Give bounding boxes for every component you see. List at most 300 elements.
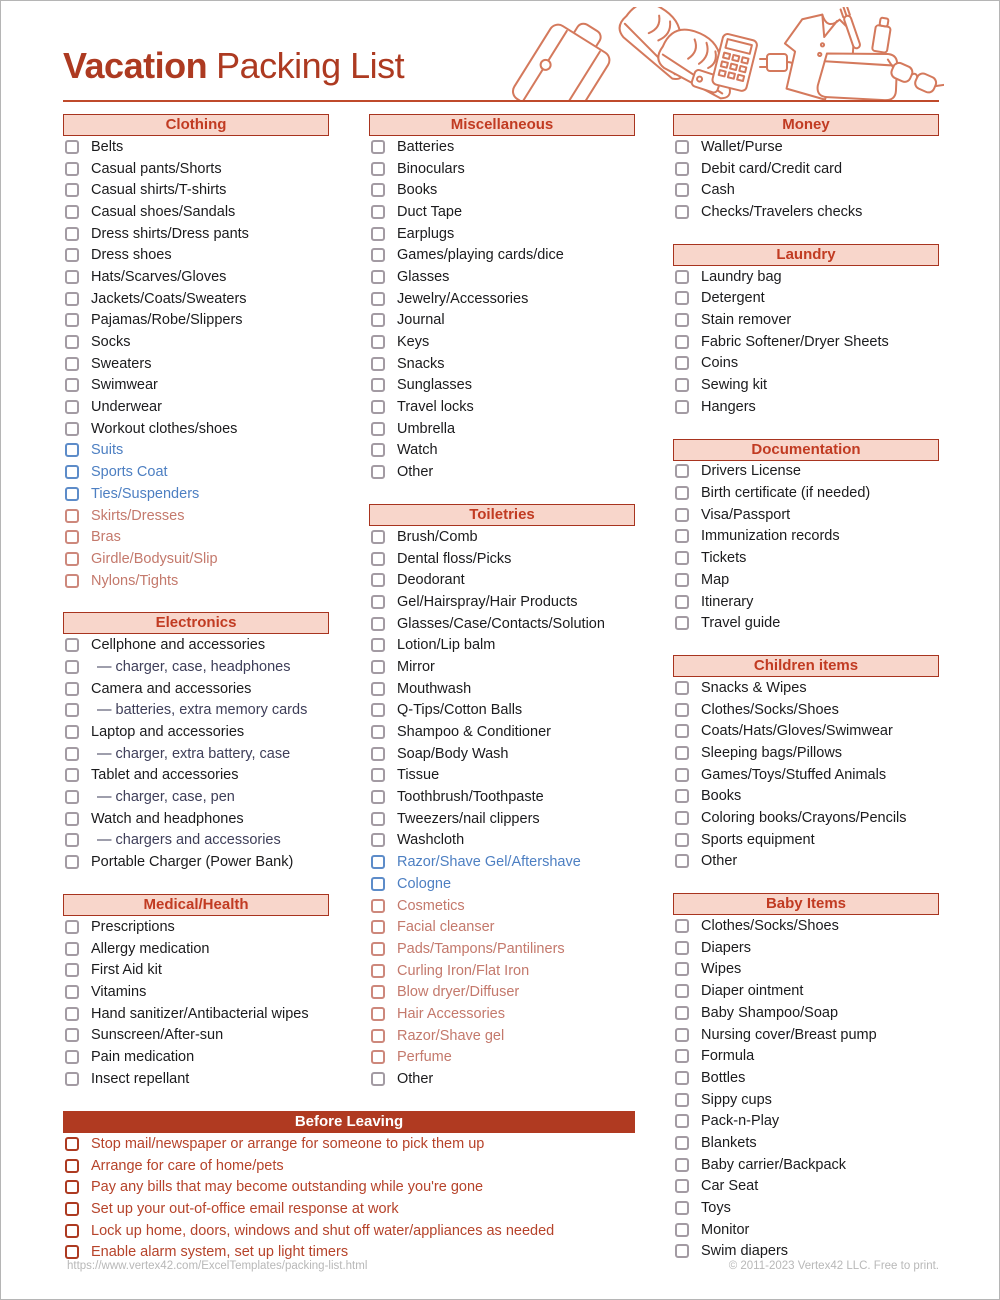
item-label: Drivers License [701,463,801,480]
checkbox[interactable] [371,335,385,349]
checklist-item [63,634,329,656]
checkbox[interactable] [65,227,79,241]
item-label: Other [397,464,434,481]
section-miscellaneous [369,114,635,483]
checkbox[interactable] [371,552,385,566]
checkbox[interactable] [65,335,79,349]
checkbox[interactable] [65,205,79,219]
checkbox[interactable] [65,920,79,934]
checklist-item [673,915,939,937]
item-label: Batteries [397,138,455,155]
checkbox[interactable] [65,357,79,371]
item-label: Belts [91,138,124,155]
checkbox[interactable] [675,162,689,176]
checkbox[interactable] [675,703,689,717]
item-label: Brush/Comb [397,528,478,545]
checkbox[interactable] [65,422,79,436]
item-label: Watch and headphones [91,810,244,827]
item-label: Underwear [91,399,162,416]
checkbox[interactable] [675,724,689,738]
checkbox[interactable] [675,356,689,370]
checkbox[interactable] [371,703,385,717]
checkbox[interactable] [65,574,79,588]
item-label: Sunscreen/After-sun [91,1027,224,1044]
checklist-item [63,916,329,938]
item-label: Laundry bag [701,268,782,285]
checklist-item [63,678,329,700]
checkbox[interactable] [371,292,385,306]
checklist-item [369,938,635,960]
checkbox[interactable] [371,920,385,934]
checkbox[interactable] [65,1180,79,1194]
checkbox[interactable] [371,1029,385,1043]
checklist-item [369,634,635,656]
checklist-item [673,1067,939,1089]
item-label: Games/Toys/Stuffed Animals [701,766,887,783]
checkbox[interactable] [675,335,689,349]
checklist-item [369,461,635,483]
checkbox[interactable] [675,508,689,522]
item-label: Pay any bills that may become outstanding while you're gone [91,1179,484,1196]
item-label: Casual shoes/Sandals [91,203,236,220]
checkbox[interactable] [675,746,689,760]
checkbox[interactable] [65,1007,79,1021]
checklist-item [63,223,329,245]
item-label: First Aid kit [91,962,162,979]
checklist-item [673,266,939,288]
checklist-item [673,959,939,981]
checklist-item [369,721,635,743]
item-label: Cosmetics [397,897,465,914]
item-label: Curling Iron/Flat Iron [397,962,530,979]
checklist-item [673,612,939,634]
section-header-money: Money [673,114,939,136]
item-label: Nursing cover/Breast pump [701,1026,877,1043]
item-label: Other [397,1071,434,1088]
checkbox[interactable] [371,617,385,631]
checklist-item [369,375,635,397]
item-label: Suits [91,442,124,459]
checklist-item [369,526,635,548]
checkbox[interactable] [675,811,689,825]
checkbox[interactable] [371,638,385,652]
travel-items-illustration [504,7,944,101]
checkbox[interactable] [371,833,385,847]
checkbox[interactable] [65,1072,79,1086]
item-label: — charger, case, headphones [97,658,291,675]
checklist-item [673,1219,939,1241]
checkbox[interactable] [675,529,689,543]
item-label: Snacks & Wipes [701,679,807,696]
checkbox[interactable] [371,855,385,869]
checkbox[interactable] [371,877,385,891]
checkbox[interactable] [65,140,79,154]
checkbox[interactable] [675,291,689,305]
checkbox[interactable] [371,400,385,414]
checkbox[interactable] [65,1028,79,1042]
checkbox[interactable] [65,660,79,674]
checklist-item [673,179,939,201]
checkbox[interactable] [65,855,79,869]
checklist-item [673,1002,939,1024]
checklist-item [369,244,635,266]
checklist-item [369,179,635,201]
checkbox[interactable] [371,725,385,739]
checklist-item [673,742,939,764]
checkbox[interactable] [371,205,385,219]
section-header-electronics: Electronics [63,612,329,634]
checkbox[interactable] [675,1201,689,1215]
checkbox[interactable] [65,552,79,566]
checklist-item [369,1025,635,1047]
checkbox[interactable] [65,1245,79,1259]
checklist-item [63,743,329,765]
checklist-item [63,1046,329,1068]
item-label: Car Seat [701,1178,759,1195]
checkbox[interactable] [675,768,689,782]
checkbox[interactable] [675,789,689,803]
checkbox[interactable] [65,509,79,523]
checklist-item [63,158,329,180]
item-label: Sippy cups [701,1091,772,1108]
checkbox[interactable] [65,703,79,717]
checkbox[interactable] [371,964,385,978]
checkbox[interactable] [65,1137,79,1151]
checkbox[interactable] [65,292,79,306]
checkbox[interactable] [371,183,385,197]
checklist-item [369,960,635,982]
item-label: Monitor [701,1221,750,1238]
checklist-item [673,396,939,418]
checklist-item [63,310,329,332]
checkbox[interactable] [65,313,79,327]
checklist-item [63,1220,635,1242]
item-label: Glasses/Case/Contacts/Solution [397,615,605,632]
item-label: Shampoo & Conditioner [397,724,551,741]
item-label: Enable alarm system, set up light timers [91,1244,349,1261]
checkbox[interactable] [675,573,689,587]
item-label: Itinerary [701,593,754,610]
checkbox[interactable] [371,985,385,999]
footer-url: https://www.vertex42.com/ExcelTemplates/packing-list.html [67,1260,368,1272]
checkbox[interactable] [675,1028,689,1042]
checklist-item [369,418,635,440]
checklist-item [369,223,635,245]
checkbox[interactable] [65,638,79,652]
checklist-item [63,1068,329,1090]
checkbox[interactable] [65,378,79,392]
checkbox[interactable] [675,1114,689,1128]
checklist-item [369,830,635,852]
item-label: Mirror [397,658,435,675]
checkbox[interactable] [371,1050,385,1064]
checkbox[interactable] [65,1050,79,1064]
section-header-documentation: Documentation [673,439,939,461]
checkbox[interactable] [675,400,689,414]
checkbox[interactable] [65,487,79,501]
checkbox[interactable] [371,660,385,674]
item-label: Toys [701,1200,731,1217]
checkbox[interactable] [65,682,79,696]
checkbox[interactable] [675,962,689,976]
checklist-item [369,136,635,158]
checkbox[interactable] [675,1006,689,1020]
item-label: Hangers [701,398,756,415]
item-label: Sewing kit [701,377,768,394]
checkbox[interactable] [675,140,689,154]
checkbox[interactable] [675,681,689,695]
checkbox[interactable] [675,1179,689,1193]
checklist-item [369,743,635,765]
checkbox[interactable] [65,747,79,761]
section-header-toiletries: Toiletries [369,504,635,526]
item-label: Blow dryer/Diffuser [397,984,520,1001]
checkbox[interactable] [675,378,689,392]
item-label: Hand sanitizer/Antibacterial wipes [91,1005,309,1022]
column-left [63,114,329,1090]
checkbox[interactable] [371,313,385,327]
page-title-rest: Packing List [216,45,405,86]
checklist-item [63,700,329,722]
checklist-item [63,981,329,1003]
checkbox[interactable] [65,162,79,176]
checklist-item [369,613,635,635]
checkbox[interactable] [675,551,689,565]
checklist-item [673,1110,939,1132]
item-label: Checks/Travelers checks [701,203,863,220]
checkbox[interactable] [675,616,689,630]
checkbox[interactable] [371,227,385,241]
checkbox[interactable] [371,378,385,392]
checkbox[interactable] [371,443,385,457]
item-label: Hair Accessories [397,1005,505,1022]
checklist-item [673,504,939,526]
checklist-item [673,851,939,873]
item-label: Bottles [701,1069,746,1086]
checklist-item [63,786,329,808]
checkbox[interactable] [675,941,689,955]
item-label: Tweezers/nail clippers [397,810,540,827]
checklist-item [369,808,635,830]
section-header-miscellaneous: Miscellaneous [369,114,635,136]
checkbox[interactable] [371,1072,385,1086]
checkbox[interactable] [371,595,385,609]
checklist-item [63,656,329,678]
item-label: Books [701,788,742,805]
checkbox[interactable] [675,1136,689,1150]
item-label: — charger, extra battery, case [97,745,291,762]
checklist-item [673,1045,939,1067]
header-divider [63,100,939,102]
checkbox[interactable] [65,768,79,782]
checklist-item [369,851,635,873]
checkbox[interactable] [65,812,79,826]
checklist-item [369,353,635,375]
checklist-item [63,765,329,787]
item-label: Gel/Hairspray/Hair Products [397,593,578,610]
checkbox[interactable] [675,595,689,609]
checkbox[interactable] [675,1158,689,1172]
checkbox[interactable] [675,1223,689,1237]
checkbox[interactable] [65,465,79,479]
checkbox[interactable] [371,357,385,371]
checklist-item [673,699,939,721]
checklist-item [673,547,939,569]
item-label: Debit card/Credit card [701,160,843,177]
checkbox[interactable] [675,833,689,847]
checkbox[interactable] [65,270,79,284]
checklist-item [673,461,939,483]
checkbox[interactable] [65,443,79,457]
checkbox[interactable] [371,790,385,804]
checklist-item [673,937,939,959]
checklist-item [63,959,329,981]
checkbox[interactable] [65,725,79,739]
checkbox[interactable] [675,1049,689,1063]
section-header-children-items: Children items [673,655,939,677]
item-label: Cellphone and accessories [91,637,266,654]
item-label: Dress shoes [91,247,172,264]
checklist-item [673,1132,939,1154]
item-label: Diapers [701,939,751,956]
checkbox[interactable] [675,486,689,500]
item-label: Sports Coat [91,464,168,481]
checklist-item [63,505,329,527]
checkbox[interactable] [371,530,385,544]
item-label: Travel guide [701,615,781,632]
checkbox[interactable] [371,682,385,696]
checklist-item [63,244,329,266]
item-label: Arrange for care of home/pets [91,1157,284,1174]
checkbox[interactable] [371,270,385,284]
checkbox[interactable] [675,464,689,478]
checklist-item [673,677,939,699]
checkbox[interactable] [371,768,385,782]
checklist-item [369,158,635,180]
column-right [673,114,939,1262]
item-label: Other [701,853,738,870]
item-label: Wipes [701,961,742,978]
checklist-item [369,569,635,591]
item-label: Bras [91,529,121,546]
item-label: Books [397,182,438,199]
section-medical-health [63,894,329,1090]
section-header-medical-health: Medical/Health [63,894,329,916]
checkbox[interactable] [65,400,79,414]
checklist-item [673,201,939,223]
checkbox[interactable] [371,465,385,479]
item-label: Camera and accessories [91,680,252,697]
item-label: Sweaters [91,355,152,372]
checklist-item [63,1155,635,1177]
item-label: Immunization records [701,528,840,545]
checkbox[interactable] [371,573,385,587]
item-label: Baby Shampoo/Soap [701,1004,839,1021]
checkbox[interactable] [65,1159,79,1173]
checklist-item [369,548,635,570]
checklist-item [63,808,329,830]
checkbox[interactable] [65,1202,79,1216]
item-label: Binoculars [397,160,465,177]
checkbox[interactable] [371,899,385,913]
checklist-item [369,700,635,722]
checkbox[interactable] [675,1071,689,1085]
item-label: Lock up home, doors, windows and shut off water/appliances as needed [91,1222,555,1239]
checklist-item [63,483,329,505]
checkbox[interactable] [675,919,689,933]
item-label: Girdle/Bodysuit/Slip [91,550,218,567]
item-label: Pajamas/Robe/Slippers [91,312,243,329]
checkbox[interactable] [371,162,385,176]
suitcase-icon [510,9,621,101]
checkbox[interactable] [675,1244,689,1258]
item-label: Laptop and accessories [91,724,245,741]
checkbox[interactable] [65,248,79,262]
checklist-item [63,201,329,223]
checklist-item [673,482,939,504]
checklist-item [369,1003,635,1025]
checkbox[interactable] [675,854,689,868]
checklist-item [63,396,329,418]
checkbox[interactable] [65,530,79,544]
checklist-item [63,288,329,310]
item-label: Journal [397,312,445,329]
checklist-item [673,1197,939,1219]
section-header-clothing: Clothing [63,114,329,136]
item-label: Prescriptions [91,918,175,935]
checklist-item [369,201,635,223]
checklist-item [673,526,939,548]
checkbox[interactable] [371,747,385,761]
checkbox[interactable] [675,205,689,219]
item-label: Watch [397,442,438,459]
item-label: Earplugs [397,225,455,242]
checkbox[interactable] [371,1007,385,1021]
checklist-item [673,331,939,353]
checkbox[interactable] [371,812,385,826]
checklist-item [369,873,635,895]
checkbox[interactable] [371,248,385,262]
checklist-item [673,1176,939,1198]
checkbox[interactable] [675,1093,689,1107]
checkbox[interactable] [371,422,385,436]
checkbox[interactable] [65,985,79,999]
checkbox[interactable] [371,942,385,956]
item-label: Pads/Tampons/Pantiliners [397,940,565,957]
checklist-item [673,309,939,331]
checkbox[interactable] [675,984,689,998]
checkbox[interactable] [675,183,689,197]
item-label: Blankets [701,1134,757,1151]
page-title [63,45,404,87]
item-label: Coins [701,355,739,372]
checkbox[interactable] [675,270,689,284]
checkbox[interactable] [65,1224,79,1238]
checklist-item [369,591,635,613]
checkbox[interactable] [371,140,385,154]
checkbox[interactable] [65,942,79,956]
checkbox[interactable] [65,833,79,847]
checkbox[interactable] [675,313,689,327]
item-label: Cologne [397,875,452,892]
checklist-item [673,374,939,396]
checkbox[interactable] [65,790,79,804]
checkbox[interactable] [65,963,79,977]
checkbox[interactable] [65,183,79,197]
item-label: Soap/Body Wash [397,745,509,762]
checklist-item [673,1089,939,1111]
item-label: Sports equipment [701,831,815,848]
